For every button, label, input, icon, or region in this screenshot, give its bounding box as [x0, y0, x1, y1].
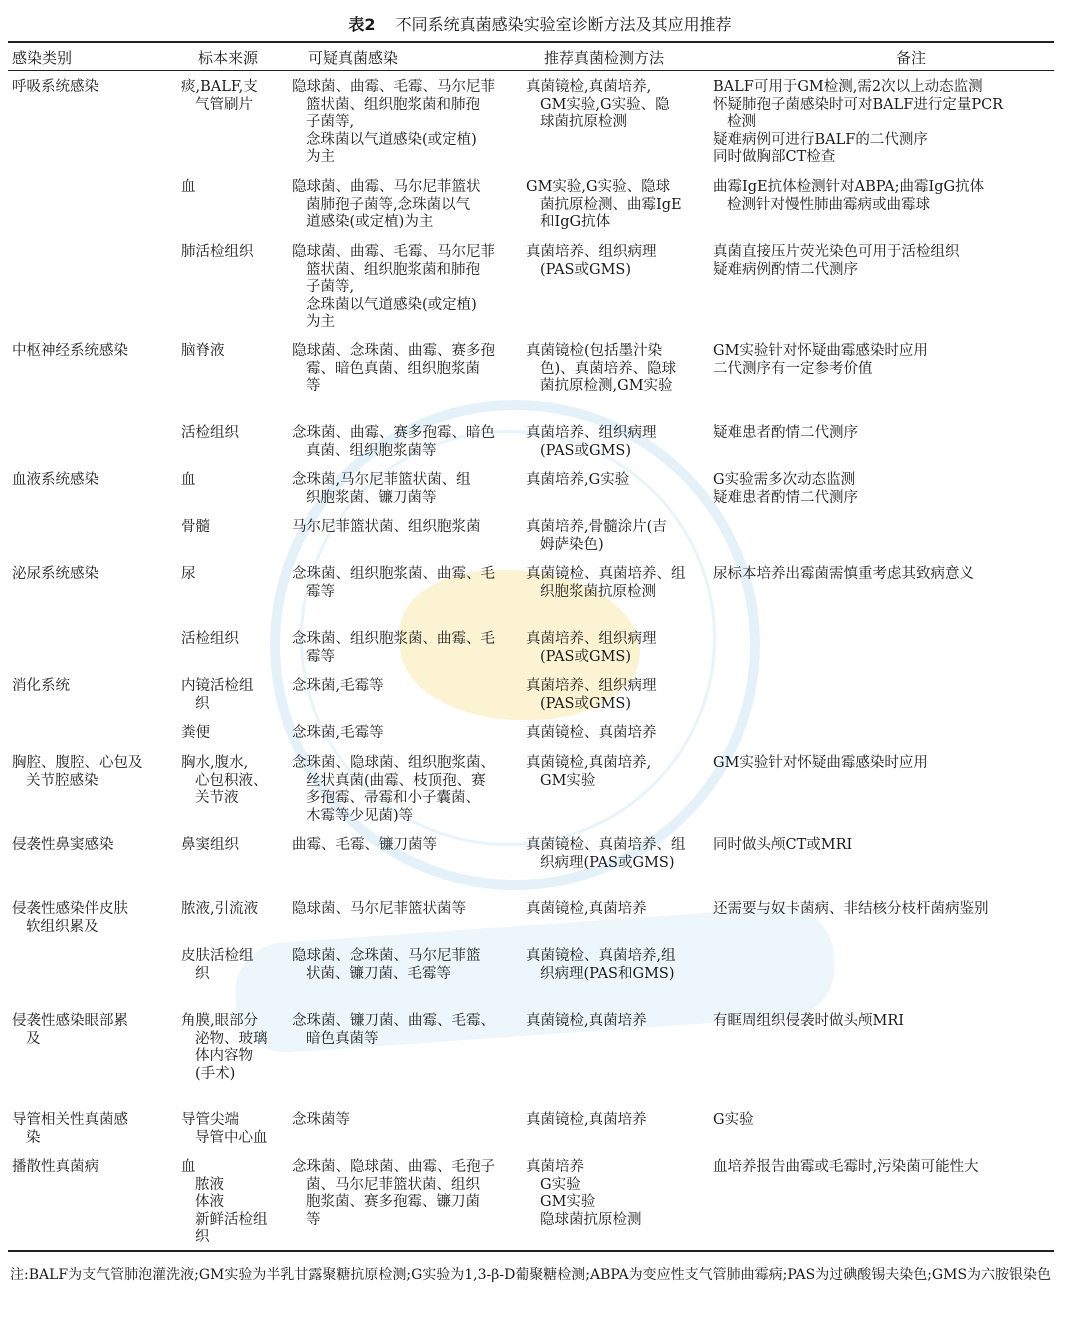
cell-line: 真菌培养,骨髓涂片(吉: [526, 519, 667, 535]
remark-cell: [713, 1159, 979, 1177]
specimen-cell: [181, 79, 258, 114]
cell-line: 等: [306, 378, 321, 394]
remark-cell: [713, 566, 974, 584]
category-cell: [12, 901, 128, 936]
method-cell: [526, 472, 629, 490]
cell-line: 骨髓: [181, 519, 210, 535]
cell-line: 念珠菌、组织胞浆菌、曲霉、毛: [292, 631, 495, 647]
cell-line: 疑难患者酌情二代测序: [713, 425, 858, 441]
cell-line: 织胞浆菌抗原检测: [540, 583, 656, 600]
fungi-cell: [292, 566, 495, 601]
cell-line: GM实验,G实验、隐球: [526, 179, 671, 195]
cell-line: 真菌镜检、真菌培养: [526, 725, 657, 741]
cell-line: 真菌镜检,真菌培养: [526, 1112, 647, 1128]
cell-line: 隐球菌、曲霉、毛霉、马尔尼菲: [292, 244, 495, 260]
fungi-cell: [292, 948, 481, 983]
cell-line: 真菌镜检、真菌培养,组: [526, 948, 676, 964]
cell-line: GM实验: [540, 1194, 596, 1210]
cell-line: 血培养报告曲霉或毛霉时,污染菌可能性大: [713, 1159, 979, 1175]
fungi-cell: [292, 1112, 350, 1130]
cell-line: 木霉等少见菌)等: [306, 807, 414, 824]
cell-line: 同时做头颅CT或MRI: [713, 837, 853, 853]
cell-line: 肺活检组织: [181, 244, 254, 260]
cell-line: 真菌镜检,真菌培养: [526, 901, 647, 917]
cell-line: 真菌镜检,真菌培养: [526, 1013, 647, 1029]
method-cell: [526, 1013, 647, 1031]
cell-line: 导管相关性真菌感: [12, 1112, 128, 1128]
cell-line: 粪便: [181, 725, 210, 741]
cell-line: (手术): [195, 1065, 236, 1082]
cell-line: 播散性真菌病: [12, 1159, 99, 1175]
cell-line: (PAS或GMS): [540, 261, 632, 278]
cell-line: 织胞浆菌、镰刀菌等: [306, 489, 437, 506]
cell-line: 消化系统: [12, 678, 70, 694]
cell-line: 球菌抗原检测: [540, 114, 627, 130]
cell-line: 尿标本培养出霉菌需慎重考虑其致病意义: [713, 566, 974, 582]
cell-line: 多孢霉、帚霉和小子囊菌、: [306, 790, 480, 806]
cell-line: 气管刷片: [195, 96, 253, 113]
cell-line: 活检组织: [181, 631, 239, 647]
cell-line: 念珠菌,毛霉等: [292, 678, 384, 694]
cell-line: 体液: [195, 1194, 224, 1210]
remark-cell: [713, 837, 852, 855]
cell-line: 织: [195, 965, 210, 982]
cell-line: 织: [195, 695, 210, 712]
fungi-cell: [292, 631, 495, 666]
category-cell: [12, 678, 70, 696]
cell-line: 疑难病例酌情二代测序: [713, 261, 858, 278]
fungi-cell: [292, 343, 495, 396]
cell-line: 真菌培养、组织病理: [526, 244, 657, 260]
cell-line: 真菌镜检、真菌培养、组: [526, 566, 686, 582]
cell-line: 皮肤活检组: [181, 948, 254, 964]
cell-line: 检测: [727, 114, 756, 130]
category-cell: [12, 755, 143, 790]
specimen-cell: [181, 901, 258, 919]
header-remarks: 备注: [896, 49, 927, 67]
cell-line: 霉、暗色真菌、组织胞浆菌: [306, 360, 480, 377]
cell-line: 导管中心血: [195, 1129, 268, 1146]
cell-line: 真菌培养、组织病理: [526, 425, 657, 441]
cell-line: 为主: [306, 314, 335, 330]
cell-line: 血: [181, 1159, 196, 1175]
cell-line: 曲霉IgE抗体检测针对ABPA;曲霉IgG抗体: [713, 179, 985, 195]
cell-line: GM实验针对怀疑曲霉感染时应用: [713, 755, 928, 771]
cell-line: 胞浆菌、赛多孢霉、镰刀菌: [306, 1194, 480, 1210]
cell-line: 真菌镜检、真菌培养、组: [526, 837, 686, 853]
fungi-cell: [292, 755, 495, 825]
cell-line: BALF可用于GM检测,需2次以上动态监测: [713, 79, 983, 95]
bottom-rule: [8, 1250, 1054, 1252]
cell-line: 染: [26, 1129, 41, 1146]
specimen-cell: [181, 566, 196, 584]
specimen-cell: [181, 343, 225, 361]
fungi-cell: [292, 1159, 495, 1229]
cell-line: 丝状真菌(曲霉、枝顶孢、赛: [306, 772, 486, 789]
cell-line: 状菌、镰刀菌、毛霉等: [306, 965, 451, 982]
top-rule: [8, 41, 1054, 43]
fungi-cell: [292, 725, 384, 743]
cell-line: 色)、真菌培养、隐球: [540, 360, 677, 377]
cell-line: (PAS或GMS): [540, 695, 632, 712]
cell-line: G实验: [540, 1176, 581, 1193]
method-cell: [526, 1159, 642, 1229]
remark-cell: [713, 1112, 754, 1130]
cell-line: 隐球菌、曲霉、毛霉、马尔尼菲: [292, 79, 495, 95]
cell-line: 脑脊液: [181, 343, 225, 359]
cell-line: 真菌直接压片荧光染色可用于活检组织: [713, 244, 960, 260]
cell-line: 新鲜活检组: [195, 1211, 268, 1228]
cell-line: 角膜,眼部分: [181, 1013, 259, 1029]
cell-line: 真菌镜检,真菌培养,: [526, 79, 652, 95]
fungi-cell: [292, 425, 495, 460]
method-cell: [526, 678, 657, 713]
fungi-cell: [292, 901, 466, 919]
cell-line: 脓液,引流液: [181, 901, 259, 917]
cell-line: 篮状菌、组织胞浆菌和肺孢: [306, 261, 480, 278]
cell-line: 有眶周组织侵袭时做头颅MRI: [713, 1013, 904, 1029]
cell-line: 脓液: [195, 1176, 224, 1193]
table-label: 表2: [348, 15, 376, 34]
cell-line: 泌物、玻璃: [195, 1030, 268, 1047]
cell-line: 侵袭性感染伴皮肤: [12, 901, 128, 917]
cell-line: 胸水,腹水,: [181, 755, 249, 771]
cell-line: 菌、马尔尼菲篮状菌、组织: [306, 1176, 480, 1193]
method-cell: [526, 837, 686, 872]
method-cell: [526, 948, 676, 983]
category-cell: [12, 1159, 99, 1177]
specimen-cell: [181, 837, 239, 855]
cell-line: 血: [181, 472, 196, 488]
specimen-cell: [181, 631, 239, 649]
cell-line: 念珠菌、组织胞浆菌、曲霉、毛: [292, 566, 495, 582]
table-title-text: 不同系统真菌感染实验室诊断方法及其应用推荐: [395, 15, 732, 34]
cell-line: 马尔尼菲篮状菌、组织胞浆菌: [292, 519, 481, 535]
cell-line: 念珠菌、隐球菌、组织胞浆菌、: [292, 755, 495, 771]
fungi-cell: [292, 179, 481, 232]
method-cell: [526, 425, 657, 460]
cell-line: 中枢神经系统感染: [12, 343, 128, 359]
cell-line: 隐球菌、马尔尼菲篮状菌等: [292, 901, 466, 917]
cell-line: 血: [181, 179, 196, 195]
method-cell: [526, 343, 676, 396]
cell-line: 真菌培养,G实验: [526, 472, 630, 488]
specimen-cell: [181, 1013, 268, 1083]
header-suspected-fungi: 可疑真菌感染: [308, 49, 399, 67]
cell-line: 念珠菌、曲霉、赛多孢霉、暗色: [292, 425, 495, 441]
fungi-cell: [292, 837, 437, 855]
cell-line: 念珠菌以气道感染(或定植): [306, 131, 477, 148]
category-cell: [12, 837, 114, 855]
cell-line: 侵袭性感染眼部累: [12, 1013, 128, 1029]
cell-line: 关节液: [195, 790, 239, 806]
cell-line: 织: [195, 1229, 210, 1245]
cell-line: 和IgG抗体: [540, 214, 611, 230]
method-cell: [526, 901, 647, 919]
cell-line: 曲霉、毛霉、镰刀菌等: [292, 837, 437, 853]
cell-line: 霉等: [306, 583, 335, 600]
specimen-cell: [181, 678, 254, 713]
cell-line: 隐球菌、念珠菌、曲霉、赛多孢: [292, 343, 495, 359]
specimen-cell: [181, 472, 196, 490]
method-cell: [526, 519, 667, 554]
cell-line: 心包积液、: [195, 772, 268, 789]
header-category: 感染类别: [12, 49, 73, 67]
cell-line: 痰,BALF,支: [181, 79, 258, 95]
cell-line: (PAS或GMS): [540, 442, 632, 459]
cell-line: 子菌等,: [306, 279, 355, 295]
cell-line: GM实验针对怀疑曲霉感染时应用: [713, 343, 928, 359]
cell-line: G实验需多次动态监测: [713, 472, 856, 488]
cell-line: 念珠菌,马尔尼菲篮状菌、组: [292, 472, 471, 488]
specimen-cell: [181, 1112, 268, 1147]
method-cell: [526, 631, 657, 666]
fungi-cell: [292, 472, 471, 507]
cell-line: 真菌镜检,真菌培养,: [526, 755, 652, 771]
method-cell: [526, 244, 657, 279]
cell-line: 胸腔、腹腔、心包及: [12, 755, 143, 771]
cell-line: 二代测序有一定参考价值: [713, 360, 873, 377]
cell-line: 念珠菌、镰刀菌、曲霉、毛霉、: [292, 1013, 495, 1029]
category-cell: [12, 1013, 128, 1048]
cell-line: 体内容物: [195, 1048, 253, 1064]
cell-line: 念珠菌等: [292, 1112, 350, 1128]
table-footnote: 注:BALF为支气管肺泡灌洗液;GM实验为半乳甘露聚糖抗原检测;G实验为1,3-β-D葡聚糖检测;ABPA为变应性支气管肺曲霉病;PAS为过碘酸锡夫染色;GMS为六胺银染色: [10, 1267, 1052, 1283]
cell-line: 织病理(PAS或GMS): [540, 854, 675, 871]
header-specimen: 标本来源: [198, 49, 259, 67]
remark-cell: [713, 1013, 904, 1031]
cell-line: 真菌、组织胞浆菌等: [306, 442, 437, 459]
cell-line: 念珠菌、隐球菌、曲霉、毛孢子: [292, 1159, 495, 1175]
header-methods: 推荐真菌检测方法: [544, 49, 665, 67]
cell-line: 菌抗原检测,GM实验: [540, 378, 673, 394]
remark-cell: [713, 901, 989, 919]
remark-cell: [713, 755, 928, 773]
cell-line: 呼吸系统感染: [12, 79, 99, 95]
specimen-cell: [181, 948, 254, 983]
specimen-cell: [181, 179, 196, 197]
cell-line: 等: [306, 1211, 321, 1228]
cell-line: 菌肺孢子菌等,念珠菌以气: [306, 196, 471, 213]
method-cell: [526, 1112, 647, 1130]
cell-line: 同时做胸部CT检查: [713, 149, 836, 165]
method-cell: [526, 725, 657, 743]
remark-cell: [713, 425, 858, 443]
fungi-cell: [292, 1013, 495, 1048]
cell-line: 篮状菌、组织胞浆菌和肺孢: [306, 96, 480, 113]
fungi-cell: [292, 244, 495, 332]
cell-line: 念珠菌以气道感染(或定植): [306, 296, 477, 313]
cell-line: 血液系统感染: [12, 472, 99, 488]
fungi-cell: [292, 678, 384, 696]
specimen-cell: [181, 755, 268, 808]
category-cell: [12, 566, 99, 584]
specimen-cell: [181, 1159, 268, 1247]
cell-line: GM实验: [540, 772, 596, 789]
cell-line: G实验: [713, 1112, 754, 1128]
cell-line: 怀疑肺孢子菌感染时可对BALF进行定量PCR: [713, 96, 1004, 113]
cell-line: 暗色真菌等: [306, 1030, 379, 1047]
header-rule: [8, 70, 1054, 71]
cell-line: 还需要与奴卡菌病、非结核分枝杆菌病鉴别: [713, 901, 989, 917]
cell-line: 真菌培养: [526, 1159, 584, 1175]
remark-cell: [713, 79, 1003, 167]
cell-line: 菌抗原检测、曲霉IgE: [540, 196, 682, 213]
specimen-cell: [181, 244, 254, 262]
cell-line: 检测针对慢性肺曲霉病或曲霉球: [727, 196, 930, 213]
cell-line: GM实验,G实验、隐: [540, 96, 670, 113]
cell-line: 尿: [181, 566, 196, 582]
cell-line: 真菌镜检(包括墨汁染: [526, 343, 663, 359]
cell-line: 疑难病例可进行BALF的二代测序: [713, 131, 928, 148]
cell-line: 关节腔感染: [26, 772, 99, 789]
cell-line: 子菌等,: [306, 114, 355, 130]
cell-line: 软组织累及: [26, 918, 99, 935]
category-cell: [12, 343, 128, 361]
method-cell: [526, 179, 682, 232]
cell-line: 导管尖端: [181, 1112, 239, 1128]
cell-line: 道感染(或定植)为主: [306, 214, 434, 230]
category-cell: [12, 472, 99, 490]
remark-cell: [713, 343, 928, 378]
fungi-cell: [292, 519, 481, 537]
remark-cell: [713, 244, 960, 279]
cell-line: 及: [26, 1030, 41, 1047]
cell-line: 鼻窦组织: [181, 837, 239, 853]
cell-line: 内镜活检组: [181, 678, 254, 694]
cell-line: 真菌培养、组织病理: [526, 678, 657, 694]
category-cell: [12, 79, 99, 97]
cell-line: 念珠菌,毛霉等: [292, 725, 384, 741]
specimen-cell: [181, 725, 210, 743]
cell-line: 为主: [306, 149, 335, 165]
remark-cell: [713, 179, 984, 214]
method-cell: [526, 755, 651, 790]
fungi-cell: [292, 79, 495, 167]
method-cell: [526, 566, 686, 601]
cell-line: 霉等: [306, 648, 335, 665]
specimen-cell: [181, 519, 210, 537]
table-title: [0, 12, 1080, 35]
remark-cell: [713, 472, 858, 507]
cell-line: 织病理(PAS和GMS): [540, 965, 675, 982]
cell-line: 疑难患者酌情二代测序: [713, 489, 858, 506]
cell-line: (PAS或GMS): [540, 648, 632, 665]
specimen-cell: [181, 425, 239, 443]
cell-line: 隐球菌、曲霉、马尔尼菲篮状: [292, 179, 481, 195]
cell-line: 隐球菌抗原检测: [540, 1211, 642, 1228]
cell-line: 活检组织: [181, 425, 239, 441]
cell-line: 隐球菌、念珠菌、马尔尼菲篮: [292, 948, 481, 964]
cell-line: 侵袭性鼻窦感染: [12, 837, 114, 853]
category-cell: [12, 1112, 128, 1147]
cell-line: 真菌培养、组织病理: [526, 631, 657, 647]
cell-line: 姆萨染色): [540, 536, 604, 553]
method-cell: [526, 79, 670, 132]
cell-line: 泌尿系统感染: [12, 566, 99, 582]
